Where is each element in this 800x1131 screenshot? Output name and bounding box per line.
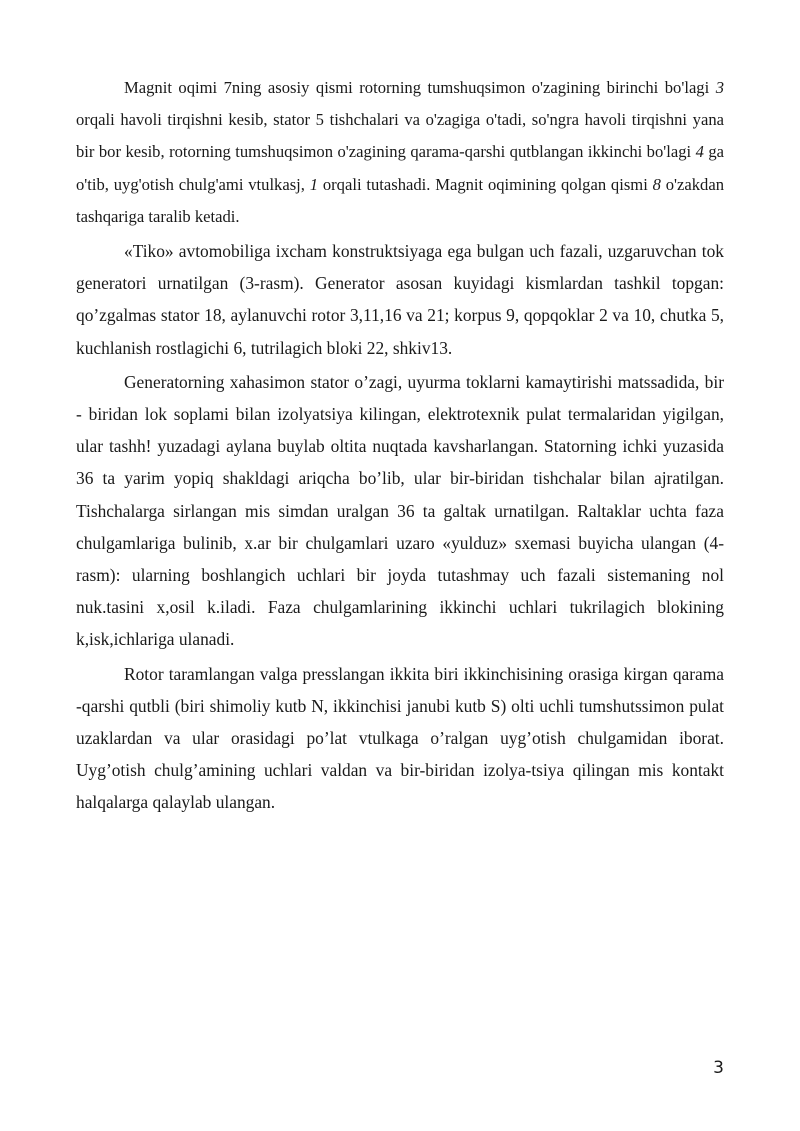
paragraph-stator-core: [76, 366, 724, 656]
paragraph-tiko-generator: [76, 235, 724, 364]
paragraph-rotor: [76, 658, 724, 819]
page-body: [76, 72, 724, 819]
figure-reference-number: 3: [715, 78, 724, 97]
paragraph-text: orqali tutashadi. Magnit oqimining qolgan qismi: [318, 174, 653, 194]
paragraph-text: ga o'tib, uyg'otish chulg'ami vtulkasj,: [76, 142, 724, 194]
figure-reference-number: 1: [309, 174, 319, 194]
paragraph-text: Magnit oqimi 7ning asosiy qismi rotorning tumshuqsimon o'zagining birinchi bo'lagi: [124, 78, 716, 97]
paragraph-text: orqali havoli tirqishni kesib, stator 5 tishchalari va o'zagiga o'tadi, so'ngra havoli tirqishni yana bir bor kesib, rotorning tumshuqsimon o'zagining qarama-qarshi qutblangan ikkinchi bo'lagi: [76, 110, 724, 162]
paragraph-text: «Tiko» avtomobiliga ixcham konstruktsiyaga ega bulgan uch fazali, uzgaruvchan tok generatori urnatilgan (3-rasm). Generator asosan kuyidagi kismlardan tashkil topgan: qo’zgalmas stator 18, aylanuvchi rotor 3,11,16 va 21; korpus 9, qopqoklar 2 va 10, chutka 5, kuchlanish rostlagichi 6, tutrilagich bloki 22, shkiv13.: [76, 241, 724, 358]
paragraph-text: Generatorning xahasimon stator o’zagi, uyurma toklarni kamaytirishi matssadida, bir - biridan lok soplami bilan izolyatsiya kilingan, elektrotexnik pulat termalaridan yigilgan, ular tashh! yuzadagi aylana buylab oltita nuqtada kavsharlangan. Statorning ichki yuzasida 36 ta yarim yopiq shakldagi ariqcha bo’lib, ular bir-biridan tishchalar bilan ajratilgan. Tishchalarga sirlangan mis simdan uralgan 36 ta galtak urnatilgan. Raltaklar uchta faza chulgamlariga bulinib, x.ar bir chulgamlari uzaro «yulduz» sxemasi buyicha ulangan (4-rasm): ularning boshlangich uchlari bir joyda tutashmay uch fazali sistemaning nol nuk.tasini x,osil k.iladi. Faza chulgamlarining ikkinchi uchlari tukrilagich blokining k,isk,ichlariga ulanadi.: [76, 371, 724, 650]
paragraph-magnetic-flux: [76, 72, 724, 233]
figure-reference-number: 8: [652, 174, 661, 194]
page-number: 3: [713, 1058, 724, 1078]
paragraph-text: o'zakdan tashqariga taralib ketadi.: [76, 174, 724, 226]
paragraph-text: Rotor taramlangan valga presslangan ikkita biri ikkinchisining orasiga kirgan qarama -qarshi qutbli (biri shimoliy kutb N, ikkinchisi janubi kutb S) olti uchli tumshutssimon pulat uzaklardan va ular orasidagi po’lat vtulkaga o’ralgan uyg’otish chulgamidan iborat. Uyg’otish chulg’amining uchlari valdan va bir-biridan izolya-tsiya qilingan mis kontakt halqalarga qalaylab ulangan.: [76, 663, 724, 813]
figure-reference-number: 4: [695, 142, 704, 162]
